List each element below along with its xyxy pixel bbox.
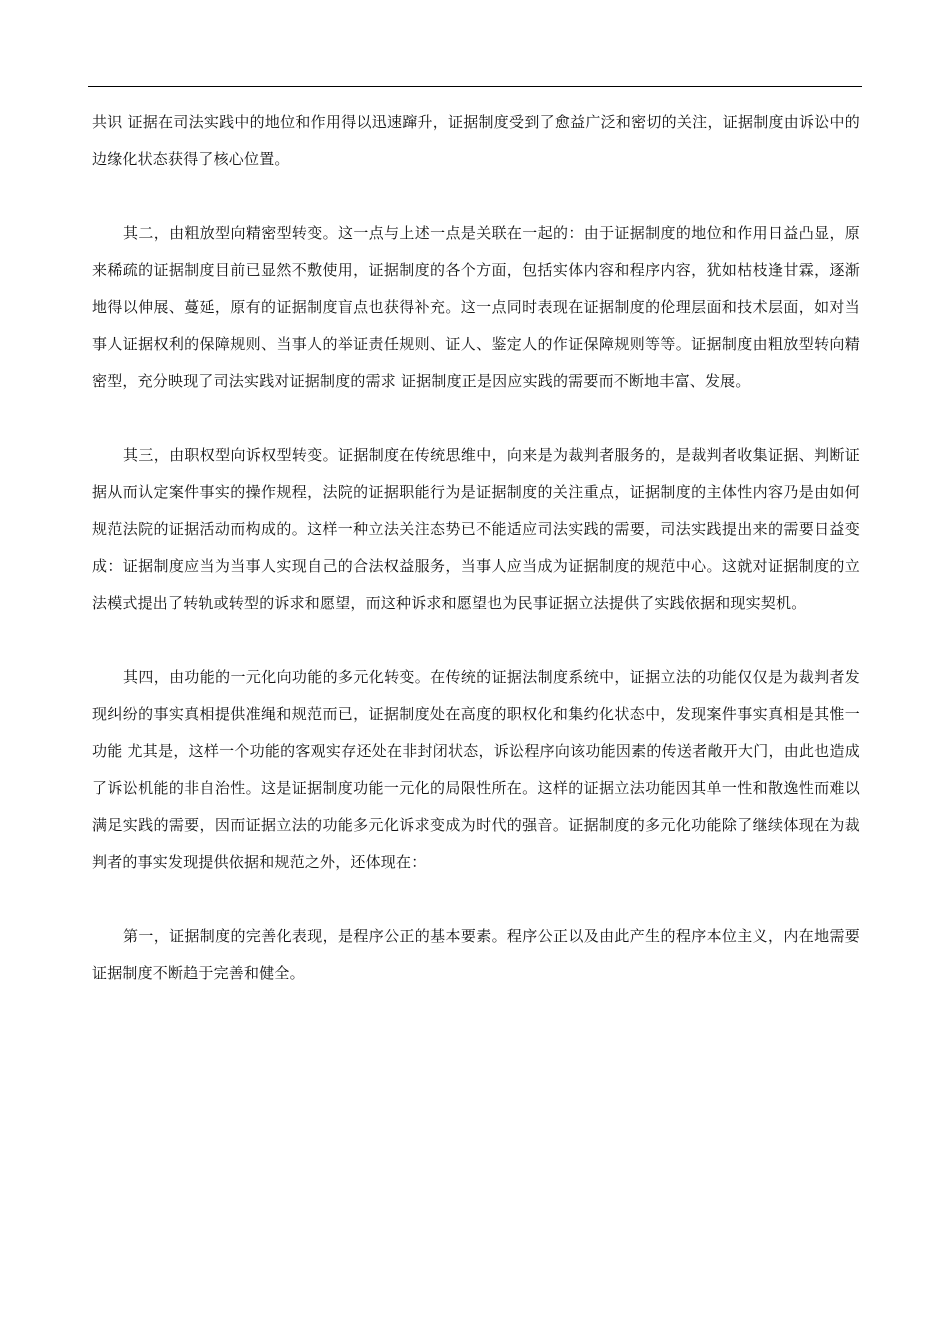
paragraph-third-point: 其三，由职权型向诉权型转变。证据制度在传统思维中，向来是为裁判者服务的，是裁判者收集证据、判断证据从而认定案件事实的操作规程，法院的证据职能行为是证据制度的关注重点，证据制度的主体性内容乃是由如何规范法院的证据活动而构成的。这样一种立法关注态势已不能适应司法实践的需要，司法实践提出来的需要日益变成：证据制度应当为当事人实现自己的合法权益服务，当事人应当成为证据制度的规范中心。这就对证据制度的立法模式提出了转轨或转型的诉求和愿望，而这种诉求和愿望也为民事证据立法提供了实践依据和现实契机。	[92, 446, 860, 612]
paragraph-first-function: 第一，证据制度的完善化表现，是程序公正的基本要素。程序公正以及由此产生的程序本位主义，内在地需要证据制度不断趋于完善和健全。	[92, 927, 860, 982]
paragraph-second-point: 其二，由粗放型向精密型转变。这一点与上述一点是关联在一起的：由于证据制度的地位和作用日益凸显，原来稀疏的证据制度目前已显然不敷使用，证据制度的各个方面，包括实体内容和程序内容，犹如枯枝逢甘霖，逐渐地得以伸展、蔓延，原有的证据制度盲点也获得补充。这一点同时表现在证据制度的伦理层面和技术层面，如对当事人证据权利的保障规则、当事人的举证责任规则、证人、鉴定人的作证保障规则等等。证据制度由粗放型转向精密型，充分映现了司法实践对证据制度的需求 证据制度正是因应实践的需要而不断地丰富、发展。	[92, 224, 860, 390]
paragraph-fourth-point: 其四，由功能的一元化向功能的多元化转变。在传统的证据法制度系统中，证据立法的功能仅仅是为裁判者发现纠纷的事实真相提供准绳和规范而已，证据制度处在高度的职权化和集约化状态中，发现案件事实真相是其惟一功能 尤其是，这样一个功能的客观实存还处在非封闭状态，诉讼程序向该功能因素的传送者敞开大门，由此也造成了诉讼机能的非自治性。这是证据制度功能一元化的局限性所在。这样的证据立法功能因其单一性和散逸性而难以满足实践的需要，因而证据立法的功能多元化诉求变成为时代的强音。证据制度的多元化功能除了继续体现在为裁判者的事实发现提供依据和规范之外，还体现在：	[92, 668, 860, 871]
header-rule	[88, 86, 862, 87]
document-body	[92, 104, 860, 1029]
paragraph-continuation: 共识 证据在司法实践中的地位和作用得以迅速蹿升，证据制度受到了愈益广泛和密切的关注，证据制度由诉讼中的边缘化状态获得了核心位置。	[92, 113, 860, 168]
